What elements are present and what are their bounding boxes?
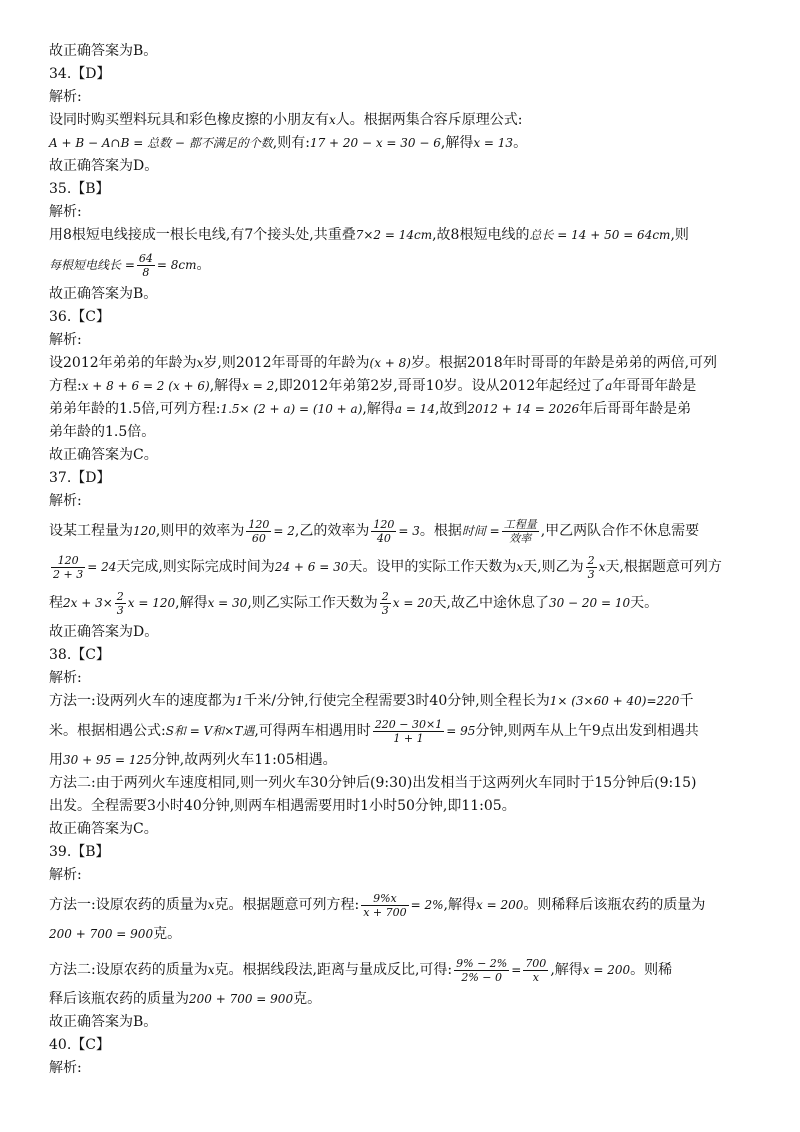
- analysis-text: 每根短电线长 = $\frac{64}{8}$ = 8cm。: [49, 251, 211, 279]
- question-number: 35.【B】: [49, 181, 110, 197]
- analysis-label: 解析:: [49, 204, 82, 220]
- analysis-text: 方法一:设两列火车的速度都为1千米/分钟,行使完全程需要3时40分钟,则全程长为1× (3×60 + 40)=220千: [49, 693, 694, 709]
- fraction: $\frac{9\%x}{x + 700}$: [363, 891, 407, 919]
- analysis-text: 方程:x + 8 + 6 = 2 (x + 6),解得x = 2,即2012年弟第2岁,哥哥10岁。设从2012年起经过了a年哥哥年龄是: [49, 378, 697, 394]
- answer-line: 故正确答案为B。: [49, 286, 158, 302]
- fraction: $\frac{700}{x}$: [525, 956, 547, 984]
- analysis-text: 设同时购买塑料玩具和彩色橡皮擦的小朋友有x人。根据两集合容斥原理公式:: [49, 112, 523, 128]
- fraction: $\frac{2}{3}$: [381, 589, 389, 617]
- fraction: $\frac{\text{工程量}}{\text{效率}}$: [503, 517, 537, 545]
- answer-line: 故正确答案为C。: [49, 821, 158, 837]
- analysis-text: 方法二:由于两列火车速度相同,则一列火车30分钟后(9:30)出发相当于这两列火车同时于15分钟后(9:15): [49, 775, 697, 791]
- analysis-label: 解析:: [49, 493, 82, 509]
- question-number: 37.【D】: [49, 470, 111, 486]
- analysis-text: 弟年龄的1.5倍。: [49, 424, 156, 440]
- answer-line: 故正确答案为C。: [49, 447, 158, 463]
- analysis-text: 200 + 700 = 900克。: [49, 926, 182, 942]
- answer-line: 故正确答案为B。: [49, 1014, 158, 1030]
- analysis-label: 解析:: [49, 670, 82, 686]
- question-number: 38.【C】: [49, 647, 110, 663]
- fraction: $\frac{120}{2 + 3}$: [53, 553, 84, 581]
- question-number: 39.【B】: [49, 844, 110, 860]
- fraction: $\frac{9\% - 2\%}{2\% - 0}$: [456, 956, 508, 984]
- analysis-text: 出发。全程需要3小时40分钟,则两车相遇需要用时1小时50分钟,即11:05。: [49, 798, 516, 814]
- analysis-text: 用30 + 95 = 125分钟,故两列火车11:05相遇。: [49, 752, 337, 768]
- question-number: 40.【C】: [49, 1037, 110, 1053]
- fraction: $\frac{2}{3}$: [587, 553, 595, 581]
- analysis-text: 释后该瓶农药的质量为200 + 700 = 900克。: [49, 991, 322, 1007]
- answer-explanations: [49, 40, 769, 1080]
- answer-line: 故正确答案为B。: [49, 43, 158, 59]
- answer-line: 故正确答案为D。: [49, 624, 159, 640]
- analysis-label: 解析:: [49, 1060, 82, 1076]
- question-number: 34.【D】: [49, 66, 111, 82]
- analysis-text: 方法二:设原农药的质量为x克。根据线段法,距离与量成反比,可得: $\frac{9\% - 2\%}{2\% - 0}$ = $\frac{700}{x}$ ,解得x = 200。则稀: [49, 956, 673, 984]
- analysis-label: 解析:: [49, 89, 82, 105]
- fraction: $\frac{64}{8}$: [138, 251, 153, 279]
- fraction: $\frac{2}{3}$: [116, 589, 124, 617]
- analysis-text: 程2x + 3× $\frac{2}{3}$ x = 120,解得x = 30,则乙实际工作天数为 $\frac{2}{3}$ x = 20天,故乙中途休息了30 − 20 = 10天。: [49, 589, 659, 617]
- question-number: 36.【C】: [49, 309, 110, 325]
- analysis-text: 方法一:设原农药的质量为x克。根据题意可列方程: $\frac{9\%x}{x + 700}$ = 2%,解得x = 200。则稀释后该瓶农药的质量为: [49, 891, 706, 919]
- answer-line: 故正确答案为D。: [49, 158, 159, 174]
- analysis-text: A + B − A∩B = 总数 − 都不满足的个数,则有:17 + 20 − x = 30 − 6,解得x = 13。: [49, 135, 528, 151]
- analysis-text: $\frac{120}{2 + 3}$ = 24天完成,则实际完成时间为24 + 6 = 30天。设甲的实际工作天数为x天,则乙为 $\frac{2}{3}$ x天,根据题意可列方: [53, 553, 722, 581]
- analysis-text: 米。根据相遇公式:S和 = V和×T遇,可得两车相遇用时 $\frac{220 - 30\times 1}{1 + 1}$ = 95分钟,则两车从上午9点出发到相遇共: [49, 717, 699, 745]
- analysis-text: 弟弟年龄的1.5倍,可列方程:1.5× (2 + a) = (10 + a),解得a = 14,故到2012 + 14 = 2026年后哥哥年龄是弟: [49, 401, 692, 417]
- fraction: $\frac{120}{40}$: [373, 517, 395, 545]
- analysis-text: 设2012年弟弟的年龄为x岁,则2012年哥哥的年龄为(x + 8)岁。根据2018年时哥哥的年龄是弟弟的两倍,可列: [49, 355, 718, 371]
- analysis-text: 设某工程量为120,则甲的效率为 $\frac{120}{60}$ = 2,乙的效率为 $\frac{120}{40}$ = 3。根据时间 = $\frac{\text{工程量}}{\text{效率}}$ ,甲乙两队合作不休息需要: [49, 517, 700, 545]
- fraction: $\frac{120}{60}$: [248, 517, 270, 545]
- analysis-label: 解析:: [49, 867, 82, 883]
- fraction: $\frac{220 - 30\times 1}{1 + 1}$: [374, 717, 443, 745]
- analysis-label: 解析:: [49, 332, 82, 348]
- analysis-text: 用8根短电线接成一根长电线,有7个接头处,共重叠7×2 = 14cm,故8根短电线的总长 = 14 + 50 = 64cm,则: [49, 227, 689, 243]
